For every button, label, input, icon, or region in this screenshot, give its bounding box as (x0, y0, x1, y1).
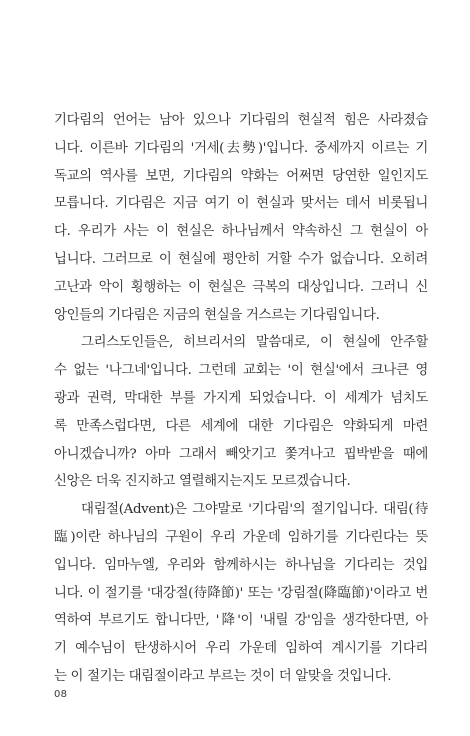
text-line: 니다. 이른바 기다림의 '거세(去勢)'입니다. 중세까지 이르는 기 (54, 140, 428, 156)
text-line: 수 없는 '나그네'입니다. 그런데 교회는 '이 현실'에서 크나큰 영 (54, 363, 428, 379)
text-line: 앙인들의 기다림은 지금의 현실을 거스르는 기다림입니다. (54, 307, 380, 323)
text-line: 다. 우리가 사는 이 현실은 하나님께서 약속하신 그 현실이 아 (54, 224, 428, 240)
text-line: 역하여 부르기도 합니다만, '降'이 '내릴 강'임을 생각한다면, 아 (54, 613, 428, 629)
body-text (54, 107, 428, 691)
text-line: 닙니다. 그러므로 이 현실에 평안히 거할 수가 없습니다. 오히려 (54, 251, 428, 267)
page-number: 08 (54, 689, 68, 700)
text-line: 고난과 악이 횡행하는 이 현실은 극복의 대상입니다. 그러니 신 (54, 279, 428, 295)
text-line: 기다림의 언어는 남아 있으나 기다림의 현실적 힘은 사라졌습 (54, 113, 428, 128)
text-line: 는 이 절기는 대림절이라고 부르는 것이 더 알맞을 것입니다. (54, 668, 392, 684)
text-line: 니다. 이 절기를 '대강절(待降節)' 또는 '강림절(降臨節)'이라고 번 (54, 585, 428, 601)
text-line: 신앙은 더욱 진지하고 열렬해지는지도 모르겠습니다. (54, 474, 351, 490)
text-line: 모릅니다. 기다림은 지금 여기 이 현실과 맞서는 데서 비롯됩니 (54, 196, 428, 212)
paragraph-first-line: 그리스도인들은, 히브리서의 말씀대로, 이 현실에 안주할 (81, 335, 428, 351)
paragraph-first-line: 대림절(Advent)은 그야말로 '기다림'의 절기입니다. 대림(待 (81, 502, 428, 518)
text-line: 광과 권력, 막대한 부를 가지게 되었습니다. 이 세계가 넘치도 (54, 390, 428, 406)
text-line: 臨)이란 하나님의 구원이 우리 가운데 임하기를 기다린다는 뜻 (54, 529, 428, 545)
text-line: 독교의 역사를 보면, 기다림의 약화는 어쩌면 당연한 일인지도 (54, 168, 428, 184)
text-line: 아니겠습니까? 아마 그래서 빼앗기고 쫓겨나고 핍박받을 때에 (54, 446, 428, 462)
text-line: 입니다. 임마누엘, 우리와 함께하시는 하나님을 기다리는 것입 (54, 557, 428, 573)
text-line: 록 만족스럽다면, 다른 세계에 대한 기다림은 약화되게 마련 (54, 418, 428, 434)
text-line: 기 예수님이 탄생하시어 우리 가운데 임하여 계시기를 기다리 (54, 641, 428, 657)
